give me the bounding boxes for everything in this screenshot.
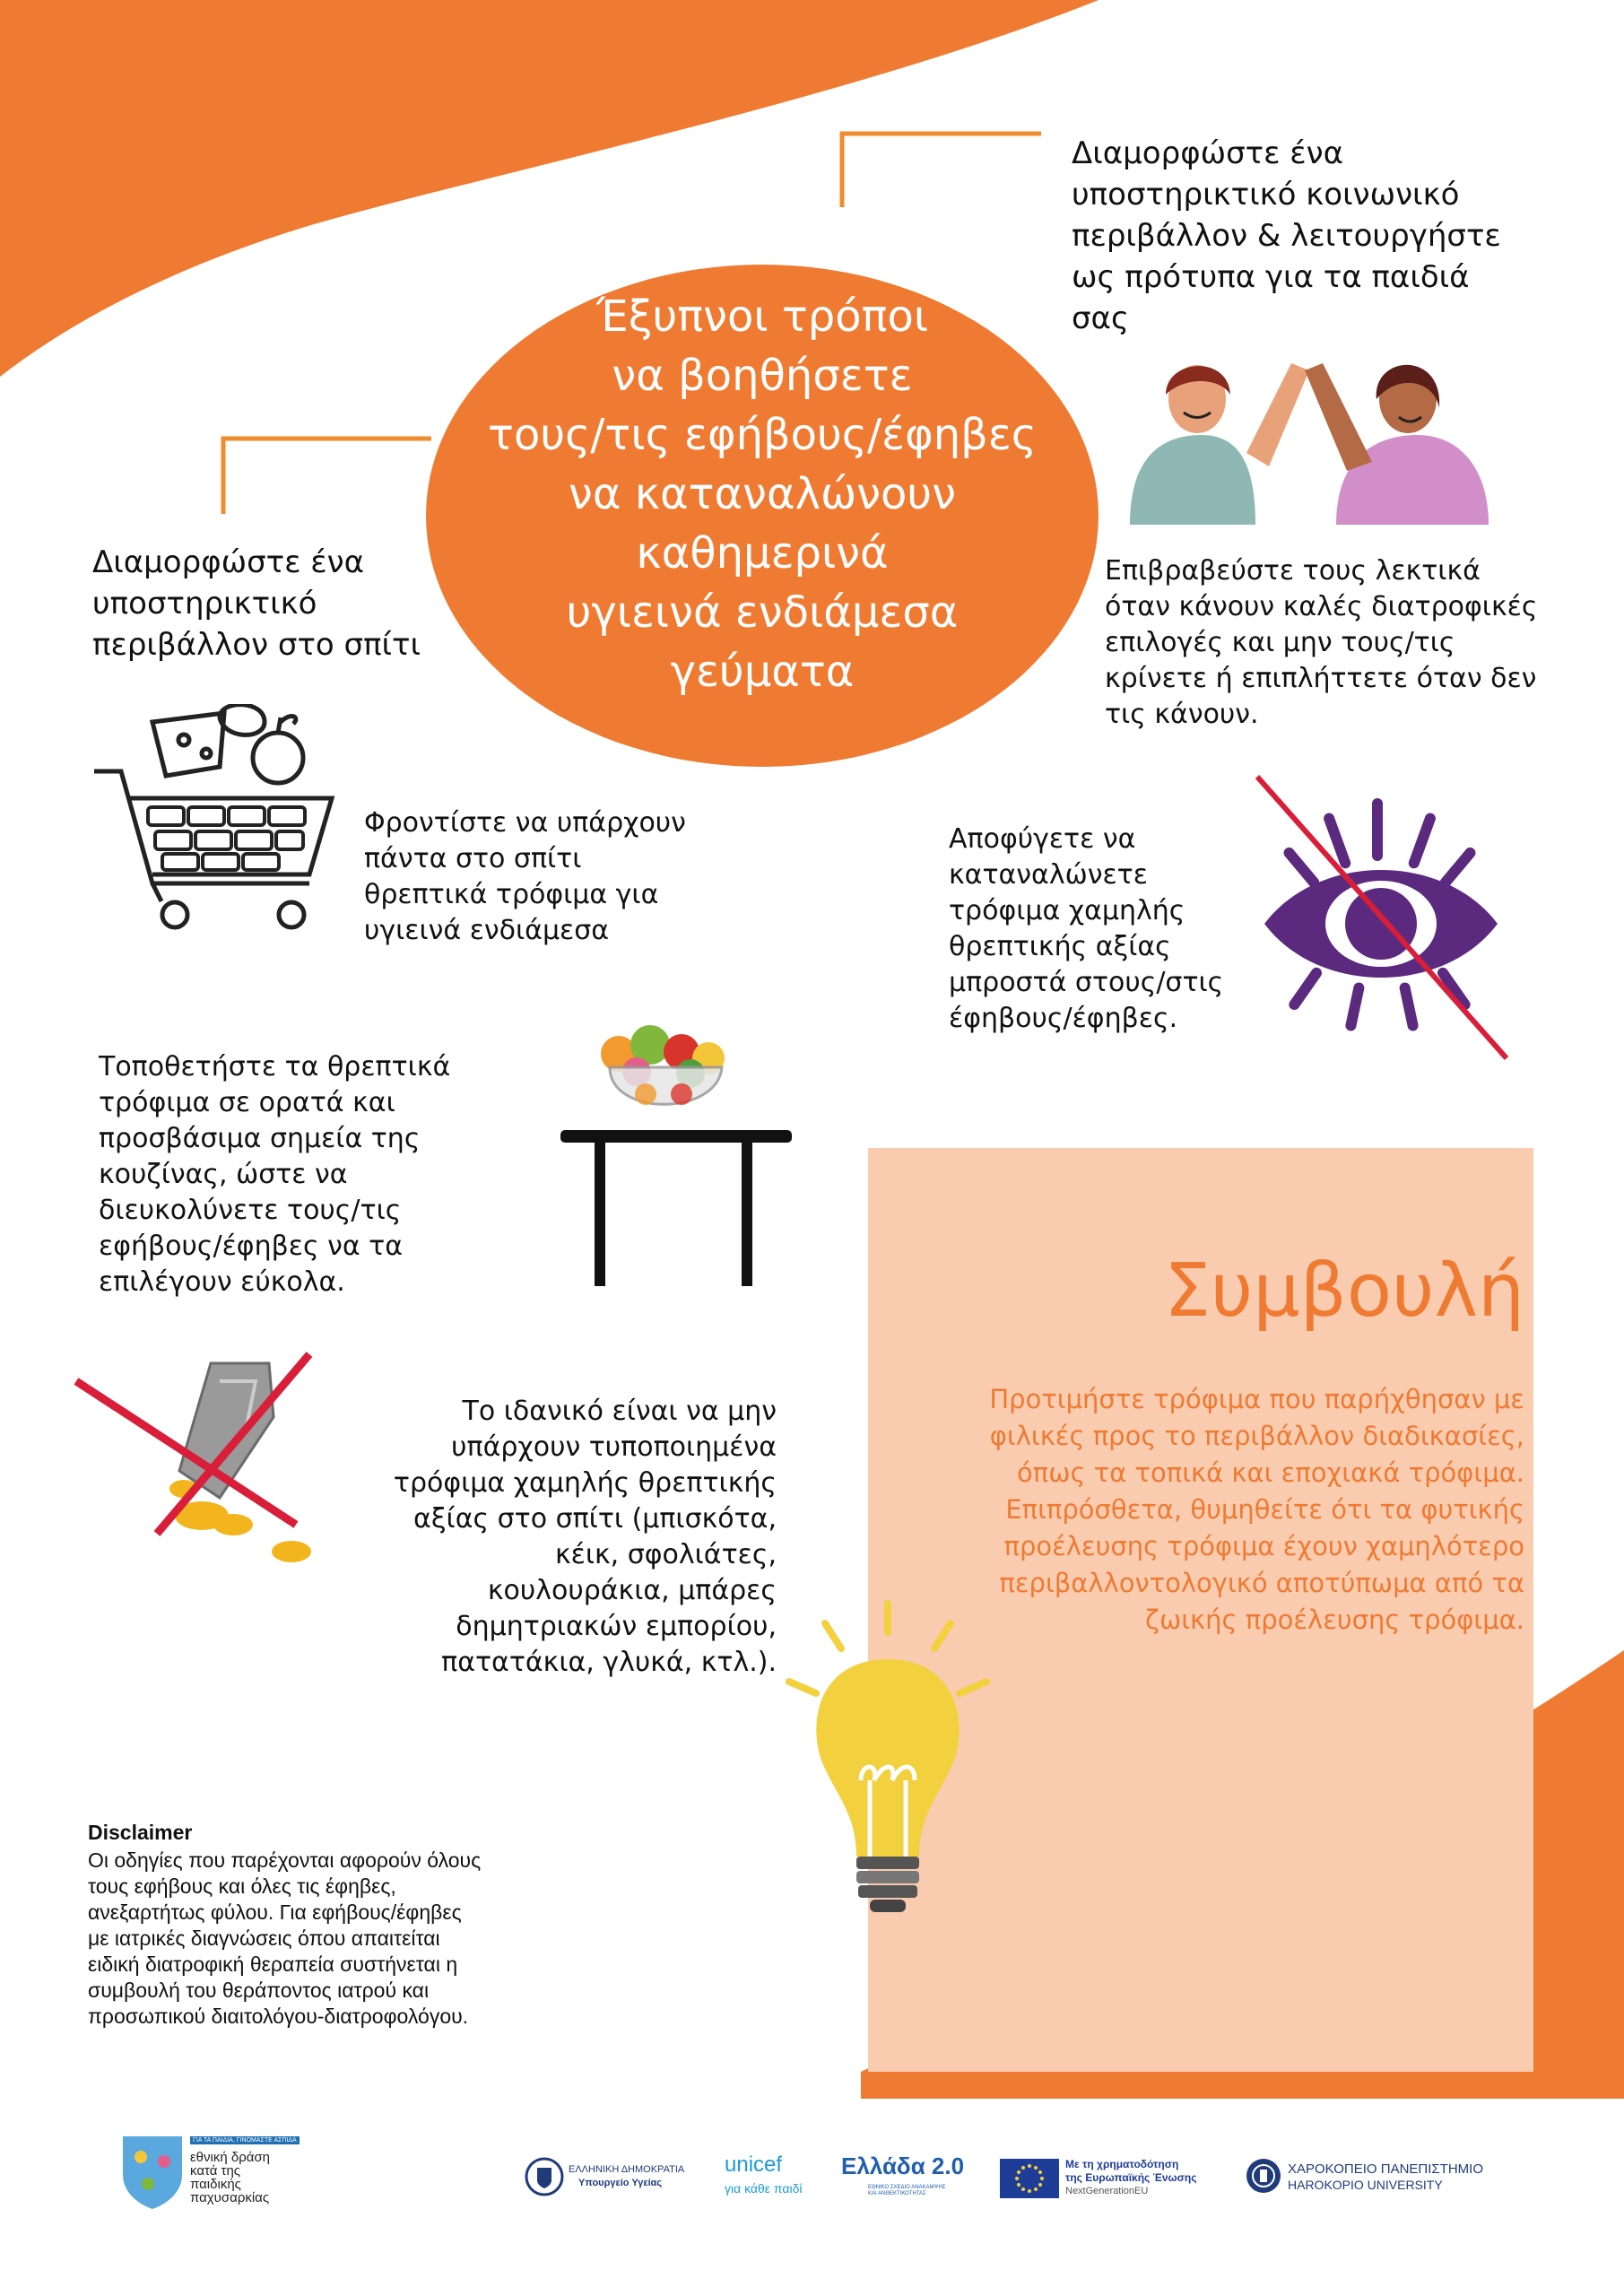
tip-title: Συμβουλή [1164,1248,1524,1334]
eu-flag-icon [1000,2159,1059,2198]
reward-text: Επιβραβεύστε τους λεκτικά όταν κάνουν καλές διατροφικές επιλογές και μην τους/τις κρίνετε ή επιπλήττετε όταν δεν τις κάνουν. [1105,555,1538,730]
greece20-subtitle: ΕΘΝΙΚΟ ΣΧΕΔΙΟ ΑΝΑΚΑΜΨΗΣ ΚΑΙ ΑΝΘΕΚΤΙΚΟΤΗΤΑΣ [868,2185,946,2196]
ministry-line-1: ΕΛΛΗΝΙΚΗ ΔΗΜΟΚΡΑΤΙΑ [569,2164,685,2175]
harokopio-english: HAROKOPIO UNIVERSITY [1288,2178,1443,2192]
tip-body: Προτιμήστε τρόφιμα που παρήχθησαν με φιλικές προς το περιβάλλον διαδικασίες, όπως τα τοπικά και εποχιακά τρόφιμα. Επιπρόσθετα, θυμηθείτε ότι τα φυτικής προέλευσης τρόφιμα έχουν χαμηλότερο περιβαλλοντολογικό αποτύπωμα από τα ζωικής προέλευσης τρόφιμα. [989,1384,1524,1635]
friends-high-five-icon [1112,345,1498,525]
eu-line-3: NextGenerationEU [1065,2186,1149,2196]
harokopio-greek: ΧΑΡΟΚΟΠΕΙΟ ΠΑΝΕΠΙΣΤΗΜΙΟ [1288,2161,1484,2177]
greek-emblem-icon [525,2157,564,2196]
unicef-tagline: για κάθε παιδί [725,2181,803,2196]
campaign-shield-logo [121,2135,184,2211]
campaign-tag: ΓΙΑ ΤΑ ΠΑΙΔΙΑ, ΓΙΝΟΜΑΣΤΕ ΑΣΠΙΔΑ [190,2136,300,2144]
footer-logos [0,2117,1624,2296]
salad-bowl-table-icon [551,1018,798,1292]
visible-text: Τοποθετήστε τα θρεπτικά τρόφιμα σε ορατά και προσβάσιμα σημεία της κουζίνας, ώστε να διευκολύνετε τους/τις εφήβους/έφηβες να τα επιλέγουν εύκολα. [99,1051,451,1298]
home-environment-text: Διαμορφώστε ένα υποστηρικτικό περιβάλλον στο σπίτι [92,544,421,663]
main-title: Έξυπνοι τρόποι να βοηθήσετε τους/τις εφήβους/έφηβες να καταναλώνουν καθημερινά υγιεινά ενδιάμεσα γεύματα [488,291,1037,697]
processed-text: Το ιδανικό είναι να μην υπάρχουν τυποποιημένα τρόφιμα χαμηλής θρεπτικής αξίας στο σπίτι (μπισκότα, κέικ, σφολιάτες, κουλουράκια, μπάρες δημητριακών εμπορίου, πατατάκια, γλυκά, κτλ.). [393,1396,777,1678]
avoid-text: Αποφύγετε να καταναλώνετε τρόφιμα χαμηλής θρεπτικής αξίας μπροστά στους/στις έφηβους/έφηβες. [949,823,1224,1034]
eu-line-1: Με τη χρηματοδότηση [1065,2158,1179,2170]
campaign-name: εθνική δράση κατά της παιδικής παχυσαρκίας [190,2150,271,2205]
unicef-logo: unicef [725,2152,783,2177]
social-environment-text: Διαμορφώστε ένα υποστηρικτικό κοινωνικό περιβάλλον & λειτουργήστε ως πρότυπα για τα παιδιά σας [1072,135,1501,336]
ministry-line-2: Υπουργείο Υγείας [578,2178,663,2188]
greece20-logo: Ελλάδα 2.0 [841,2152,965,2179]
light-bulb-icon [771,1596,1004,1946]
crossed-eye-icon [1246,771,1515,1067]
nutritious-home-text: Φροντίστε να υπάρχουν πάντα στο σπίτι θρεπτικά τρόφιμα για υγιεινά ενδιάμεσα [364,807,686,946]
harokopio-seal-icon [1245,2157,1282,2195]
eu-line-2: της Ευρωπαϊκής Ένωσης [1065,2171,1197,2184]
shopping-cart-icon [85,704,345,946]
disclaimer-heading: Disclaimer [88,1821,193,1844]
crossed-chips-icon [67,1345,336,1570]
disclaimer-body: Οι οδηγίες που παρέχονται αφορούν όλους τους εφήβους και όλες τις έφηβες, ανεξαρτήτως φύλου. Για εφήβους/έφηβες με ιατρικές διαγνώσεις όπου απαιτείται ειδική διατροφική θεραπεία συστήνεται η συμβουλή του θεράποντος ιατρού και προσωπικού διαιτολόγου-διατροφολόγου. [88,1848,482,2028]
connector-top-right [838,130,1045,211]
connector-left [220,435,435,516]
